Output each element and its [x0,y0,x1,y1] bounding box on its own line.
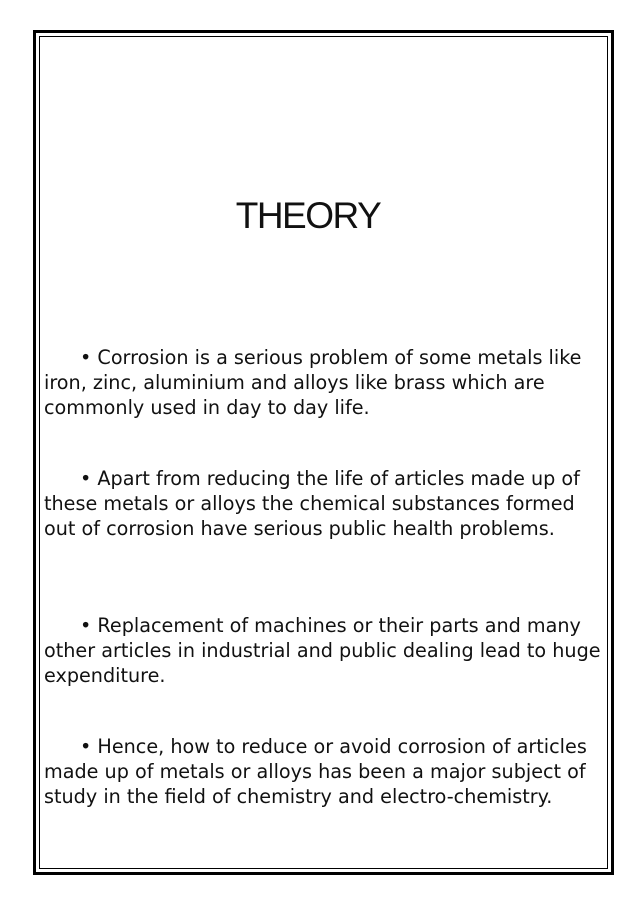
paragraph-2 [44,466,610,541]
paragraph-4 [44,734,610,809]
paragraph-1-text: • Corrosion is a serious problem of some metals like iron, zinc, aluminium and alloys like brass which are commonly used in day to day life. [44,346,582,419]
page-title [0,195,638,237]
paragraph-4-text: • Hence, how to reduce or avoid corrosion of articles made up of metals or alloys has been a major subject of study in the field of chemistry and electro-chemistry. [44,735,587,808]
paragraph-2-text: • Apart from reducing the life of articles made up of these metals or alloys the chemical substances formed out of corrosion have serious public health problems. [44,467,580,540]
paragraph-3-text: • Replacement of machines or their parts and many other articles in industrial and public dealing lead to huge expenditure. [44,614,601,687]
paragraph-1 [44,345,610,420]
paragraph-3 [44,613,610,688]
page-title-text: THEORY [235,195,381,236]
